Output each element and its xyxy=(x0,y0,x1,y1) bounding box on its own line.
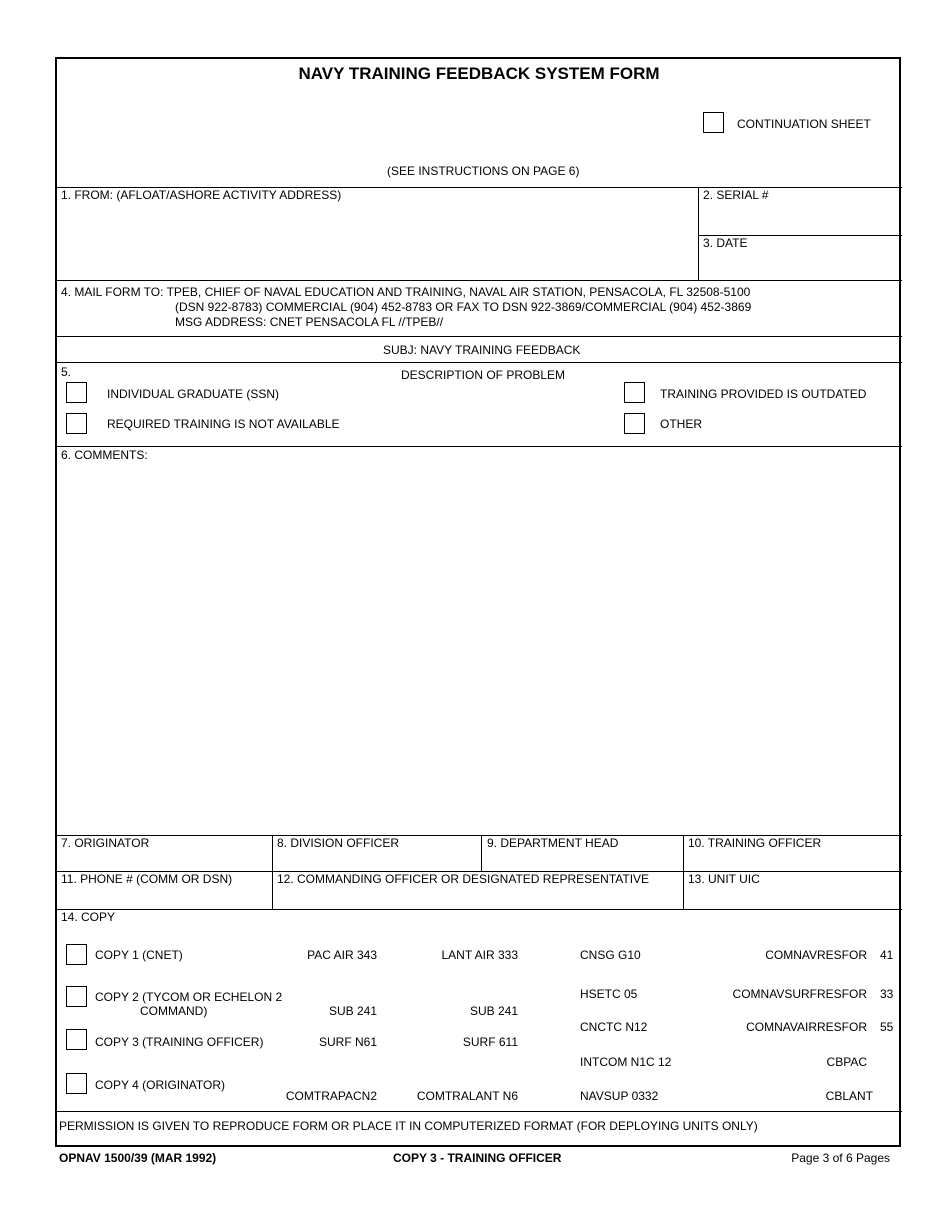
mail-to-line-1: 4. MAIL FORM TO: TPEB, CHIEF OF NAVAL EDUCATION AND TRAINING, NAVAL AIR STATION, PENSACOLA, FL 32508-5100 xyxy=(61,285,751,299)
copy-2-checkbox[interactable] xyxy=(66,986,87,1007)
distribution-entry: SURF 611 xyxy=(462,1035,518,1049)
training-outdated-label: TRAINING PROVIDED IS OUTDATED xyxy=(660,387,867,401)
problem-heading: DESCRIPTION OF PROBLEM xyxy=(401,368,566,382)
divider xyxy=(56,1111,902,1112)
distribution-entry: INTCOM N1C 12 xyxy=(580,1055,672,1069)
divider xyxy=(56,446,902,447)
permission-note: PERMISSION IS GIVEN TO REPRODUCE FORM OR PLACE IT IN COMPUTERIZED FORMAT (FOR DEPLOYING UNITS ONLY) xyxy=(59,1119,758,1133)
page-number: Page 3 of 6 Pages xyxy=(791,1151,890,1165)
individual-graduate-label: INDIVIDUAL GRADUATE (SSN) xyxy=(107,387,280,401)
copy-4-checkbox[interactable] xyxy=(66,1073,87,1094)
divider xyxy=(272,835,273,909)
from-label: 1. FROM: (AFLOAT/ASHORE ACTIVITY ADDRESS) xyxy=(61,188,342,202)
divider xyxy=(481,835,482,871)
copy-3-label: COPY 3 (TRAINING OFFICER) xyxy=(95,1035,264,1049)
distribution-code: 41 xyxy=(880,948,894,962)
individual-graduate-checkbox[interactable] xyxy=(66,382,87,403)
training-officer-label: 10. TRAINING OFFICER xyxy=(688,836,822,850)
distribution-entry: COMTRAPACN2 xyxy=(285,1089,377,1103)
instructions-note: (SEE INSTRUCTIONS ON PAGE 6) xyxy=(387,164,580,178)
divider xyxy=(56,336,902,337)
distribution-entry: CNSG G10 xyxy=(580,948,641,962)
distribution-entry: SURF N61 xyxy=(318,1035,377,1049)
phone-label: 11. PHONE # (COMM OR DSN) xyxy=(61,872,233,886)
copy-1-checkbox[interactable] xyxy=(66,944,87,965)
commanding-officer-label: 12. COMMANDING OFFICER OR DESIGNATED REPRESENTATIVE xyxy=(277,872,650,886)
copy-2-label-line-2: COMMAND) xyxy=(140,1004,208,1018)
distribution-entry: HSETC 05 xyxy=(580,987,638,1001)
distribution-entry: COMNAVAIRRESFOR xyxy=(746,1020,867,1034)
distribution-entry: CBPAC xyxy=(826,1055,867,1069)
date-label: 3. DATE xyxy=(703,236,748,250)
distribution-entry: COMTRALANT N6 xyxy=(416,1089,518,1103)
department-head-label: 9. DEPARTMENT HEAD xyxy=(487,836,619,850)
distribution-entry: CNCTC N12 xyxy=(580,1020,648,1034)
copy-designation: COPY 3 - TRAINING OFFICER xyxy=(393,1151,562,1165)
subject-line: SUBJ: NAVY TRAINING FEEDBACK xyxy=(383,343,581,357)
training-not-available-checkbox[interactable] xyxy=(66,413,87,434)
divider xyxy=(56,362,902,363)
copy-3-checkbox[interactable] xyxy=(66,1029,87,1050)
division-officer-label: 8. DIVISION OFFICER xyxy=(277,836,400,850)
distribution-entry: PAC AIR 343 xyxy=(307,948,377,962)
other-checkbox[interactable] xyxy=(624,413,645,434)
distribution-code: 55 xyxy=(880,1020,894,1034)
unit-uic-label: 13. UNIT UIC xyxy=(688,872,760,886)
serial-label: 2. SERIAL # xyxy=(703,188,769,202)
distribution-code: 33 xyxy=(880,987,894,1001)
distribution-entry: CBLANT xyxy=(825,1089,873,1103)
distribution-entry: COMNAVRESFOR xyxy=(765,948,867,962)
divider xyxy=(698,187,699,280)
form-frame xyxy=(55,57,901,1147)
form-number: OPNAV 1500/39 (MAR 1992) xyxy=(59,1151,217,1165)
divider xyxy=(56,909,902,910)
distribution-entry: SUB 241 xyxy=(469,1004,518,1018)
divider xyxy=(56,280,902,281)
comments-label: 6. COMMENTS: xyxy=(61,448,148,462)
training-not-available-label: REQUIRED TRAINING IS NOT AVAILABLE xyxy=(107,417,340,431)
continuation-label: CONTINUATION SHEET xyxy=(737,117,871,131)
continuation-checkbox[interactable] xyxy=(703,112,724,133)
distribution-entry: COMNAVSURFRESFOR xyxy=(732,987,867,1001)
distribution-entry: SUB 241 xyxy=(328,1004,377,1018)
form-title: NAVY TRAINING FEEDBACK SYSTEM FORM xyxy=(298,64,660,83)
copy-2-label-line-1: COPY 2 (TYCOM OR ECHELON 2 xyxy=(95,990,283,1004)
problem-number: 5. xyxy=(61,365,72,379)
training-outdated-checkbox[interactable] xyxy=(624,382,645,403)
other-label: OTHER xyxy=(660,417,702,431)
copy-label: 14. COPY xyxy=(61,910,116,924)
copy-1-label: COPY 1 (CNET) xyxy=(95,948,183,962)
originator-label: 7. ORIGINATOR xyxy=(61,836,150,850)
distribution-entry: LANT AIR 333 xyxy=(441,948,518,962)
mail-to-line-2: (DSN 922-8783) COMMERCIAL (904) 452-8783 OR FAX TO DSN 922-3869/COMMERCIAL (904) 452-3869 xyxy=(175,300,752,314)
divider xyxy=(683,835,684,909)
distribution-entry: NAVSUP 0332 xyxy=(580,1089,659,1103)
copy-4-label: COPY 4 (ORIGINATOR) xyxy=(95,1078,226,1092)
mail-to-line-3: MSG ADDRESS: CNET PENSACOLA FL //TPEB// xyxy=(175,315,444,329)
